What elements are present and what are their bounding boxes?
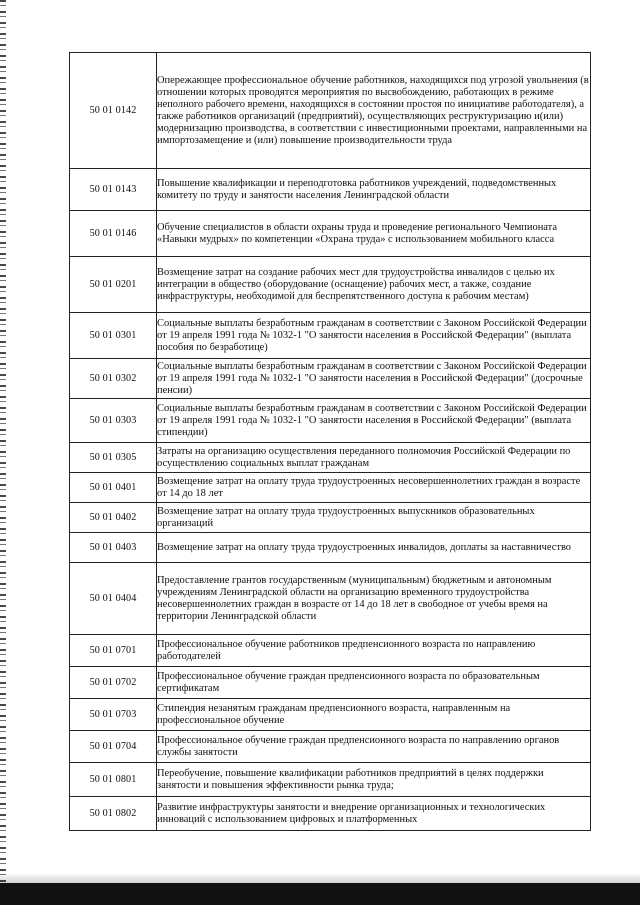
code-text: 50 01 0302	[89, 372, 137, 384]
budget-codes-table	[69, 52, 591, 831]
description-text: Переобучение, повышение квалификации работников предприятий в целях поддержки занятости и повышения эффективности рынка труда;	[157, 767, 544, 791]
scan-shadow	[0, 873, 640, 883]
description-cell	[157, 667, 591, 699]
description-cell	[157, 797, 591, 831]
description-text: Возмещение затрат на оплату труда трудоустроенных инвалидов, доплаты за наставничество	[157, 541, 572, 553]
table-row	[70, 731, 591, 763]
table-row	[70, 667, 591, 699]
code-cell	[70, 169, 157, 211]
code-cell	[70, 797, 157, 831]
table-row	[70, 359, 591, 399]
code-cell	[70, 53, 157, 169]
code-text: 50 01 0703	[89, 708, 137, 720]
description-text: Развитие инфраструктуры занятости и внедрение организационных и технологических инноваций с использованием цифровых и платформенных	[157, 801, 546, 825]
code-cell	[70, 699, 157, 731]
table-row	[70, 763, 591, 797]
budget-codes-table-container	[69, 52, 588, 831]
description-text: Стипендия незанятым гражданам предпенсионного возраста, направленным на профессиональное обучение	[157, 702, 511, 726]
table-row	[70, 699, 591, 731]
table-row	[70, 313, 591, 359]
code-cell	[70, 667, 157, 699]
code-cell	[70, 359, 157, 399]
description-cell	[157, 211, 591, 257]
description-cell	[157, 763, 591, 797]
table-row	[70, 473, 591, 503]
description-cell	[157, 359, 591, 399]
table-row	[70, 399, 591, 443]
table-row	[70, 443, 591, 473]
scan-bottom-border	[0, 883, 640, 905]
code-text: 50 01 0802	[89, 807, 137, 819]
code-cell	[70, 763, 157, 797]
description-cell	[157, 635, 591, 667]
table-row	[70, 169, 591, 211]
table-row	[70, 563, 591, 635]
description-text: Социальные выплаты безработным гражданам в соответствии с Законом Российской Федерации от 19 апреля 1991 года № 1032-1 "О занятости населения в Российской Федерации" (выплата пособия по безработице)	[157, 317, 587, 353]
description-text: Обучение специалистов в области охраны труда и проведение регионального Чемпионата «Навыки мудрых» по компетенции «Охрана труда» с использованием мобильного класса	[157, 221, 557, 245]
code-text: 50 01 0143	[89, 183, 137, 195]
code-text: 50 01 0404	[89, 592, 137, 604]
description-cell	[157, 533, 591, 563]
table-row	[70, 211, 591, 257]
code-cell	[70, 257, 157, 313]
description-text: Возмещение затрат на создание рабочих мест для трудоустройства инвалидов с целью их интеграции в общество (оборудование (оснащение) рабочих мест, а также, создание инфраструктуры, необходимой для беспрепятственного доступа к рабочим местам)	[157, 266, 555, 302]
code-text: 50 01 0301	[89, 329, 137, 341]
table-row	[70, 533, 591, 563]
code-cell	[70, 443, 157, 473]
description-text: Профессиональное обучение работников предпенсионного возраста по направлению работодателей	[157, 638, 536, 662]
code-text: 50 01 0142	[89, 104, 137, 116]
description-cell	[157, 563, 591, 635]
table-row	[70, 257, 591, 313]
description-cell	[157, 257, 591, 313]
code-cell	[70, 211, 157, 257]
description-cell	[157, 169, 591, 211]
table-row	[70, 53, 591, 169]
code-cell	[70, 635, 157, 667]
code-text: 50 01 0401	[89, 481, 137, 493]
description-cell	[157, 313, 591, 359]
code-cell	[70, 731, 157, 763]
table-row	[70, 797, 591, 831]
scan-edge-artifact	[0, 0, 6, 905]
description-text: Возмещение затрат на оплату труда трудоустроенных несовершеннолетних граждан в возрасте от 14 до 18 лет	[157, 475, 581, 499]
code-text: 50 01 0146	[89, 227, 137, 239]
description-text: Предоставление грантов государственным (муниципальным) бюджетным и автономным учреждениям Ленинградской области на организацию временного трудоустройства несовершеннолетних граждан в возрасте от 14 до 18 лет в свободное от учебы время на территории Ленинградской области	[157, 574, 552, 622]
code-text: 50 01 0702	[89, 676, 137, 688]
description-text: Затраты на организацию осуществления переданного полномочия Российской Федерации по осуществлению социальных выплат гражданам	[157, 445, 571, 469]
code-cell	[70, 399, 157, 443]
description-cell	[157, 699, 591, 731]
code-text: 50 01 0403	[89, 541, 137, 553]
code-text: 50 01 0801	[89, 773, 137, 785]
code-cell	[70, 473, 157, 503]
code-text: 50 01 0201	[89, 278, 137, 290]
code-cell	[70, 503, 157, 533]
code-text: 50 01 0303	[89, 414, 137, 426]
code-cell	[70, 313, 157, 359]
code-text: 50 01 0305	[89, 451, 137, 463]
description-cell	[157, 473, 591, 503]
description-text: Опережающее профессиональное обучение работников, находящихся под угрозой увольнения (в отношении которых проводятся мероприятия по высвобождению, работающих в режиме неполного рабочего времени, находящихся в состоянии простоя по инициативе работодателя), а также работников организаций (предприятий), осуществляющих реструктуризацию и(или) модернизацию производства, в соответствии с инвестиционными проектами, направленными на импортозамещение и (или) повышение производительности труда	[157, 74, 589, 146]
description-text: Профессиональное обучение граждан предпенсионного возраста по образовательным сертификатам	[157, 670, 540, 694]
description-text: Социальные выплаты безработным гражданам в соответствии с Законом Российской Федерации от 19 апреля 1991 года № 1032-1 "О занятости населения в Российской Федерации" (досрочные пенсии)	[157, 360, 587, 396]
description-cell	[157, 731, 591, 763]
description-text: Возмещение затрат на оплату труда трудоустроенных выпускников образовательных организаций	[157, 505, 535, 529]
code-cell	[70, 533, 157, 563]
description-cell	[157, 399, 591, 443]
description-cell	[157, 443, 591, 473]
code-text: 50 01 0701	[89, 644, 137, 656]
description-cell	[157, 53, 591, 169]
table-row	[70, 635, 591, 667]
code-text: 50 01 0704	[89, 740, 137, 752]
description-text: Социальные выплаты безработным гражданам в соответствии с Законом Российской Федерации от 19 апреля 1991 года № 1032-1 "О занятости населения в Российской Федерации" (выплата стипендии)	[157, 402, 587, 438]
code-text: 50 01 0402	[89, 511, 137, 523]
description-text: Повышение квалификации и переподготовка работников учреждений, подведомственных комитету по труду и занятости населения Ленинградской области	[157, 177, 557, 201]
table-row	[70, 503, 591, 533]
description-text: Профессиональное обучение граждан предпенсионного возраста по направлению органов службы занятости	[157, 734, 560, 758]
description-cell	[157, 503, 591, 533]
code-cell	[70, 563, 157, 635]
